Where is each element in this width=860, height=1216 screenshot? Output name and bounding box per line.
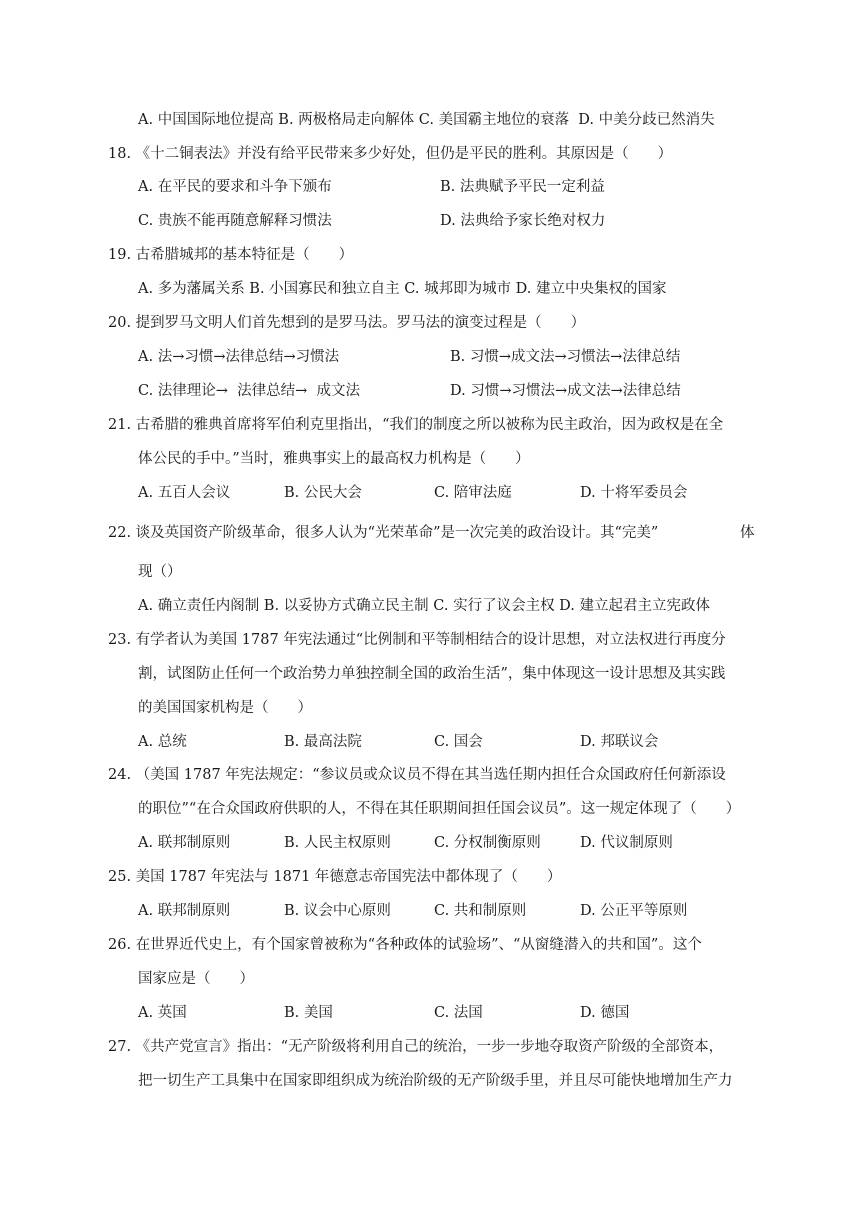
- q24-option-a: A. 联邦制原则: [138, 835, 231, 851]
- q19-options: A. 多为藩属关系 B. 小国寡民和独立自主 C. 城邦即为城市 D. 建立中央集权的国家: [138, 281, 667, 297]
- q27-stem-line1: 27. 《共产党宣言》指出：“无产阶级将利用自己的统治，一步一步地夺取资产阶级的全部资本，: [108, 1039, 724, 1055]
- q24-stem-line2: 的职位”“在合众国政府供职的人，不得在其任职期间担任国会议员”。这一规定体现了（ ）: [138, 801, 741, 817]
- q24-stem-line1: 24. （美国 1787 年宪法规定：“参议员或众议员不得在其当选任期内担任合众国政府任何新添设: [108, 767, 726, 783]
- q23-option-a: A. 总统: [138, 734, 187, 750]
- q21-stem-line1: 21. 古希腊的雅典首席将军伯利克里指出，“我们的制度之所以被称为民主政治，因为政权是在全: [108, 417, 724, 433]
- q23-option-b: B. 最高法院: [284, 734, 362, 750]
- q18-option-a: A. 在平民的要求和斗争下颁布: [138, 179, 332, 195]
- q20-option-a: A. 法→习惯→法律总结→习惯法: [138, 349, 340, 365]
- q22-options: A. 确立责任内阁制 B. 以妥协方式确立民主制 C. 实行了议会主权 D. 建立起君主立宪政体: [138, 598, 711, 614]
- q17-options: A. 中国国际地位提高 B. 两极格局走向解体 C. 美国霸主地位的衰落 D. 中美分歧已然消失: [138, 112, 715, 128]
- q26-option-b: B. 美国: [284, 1005, 333, 1021]
- q21-stem-line2: 体公民的手中。”当时，雅典事实上的最高权力机构是（ ）: [138, 451, 530, 467]
- q20-option-b: B. 习惯→成文法→习惯法→法律总结: [450, 349, 681, 365]
- q20-option-c: C. 法律理论→ 法律总结→ 成文法: [138, 383, 361, 399]
- q26-stem-line1: 26. 在世界近代史上，有个国家曾被称为“各种政体的试验场”、“从窗缝潜入的共和国”。这个: [108, 937, 702, 953]
- q22-stem-line1: 22. 谈及英国资产阶级革命，很多人认为“光荣革命”是一次完美的政治设计。其“完美”: [108, 525, 659, 541]
- q25-option-d: D. 公正平等原则: [580, 903, 688, 919]
- q18-option-c: C. 贵族不能再随意解释习惯法: [138, 213, 332, 229]
- q24-option-c: C. 分权制衡原则: [434, 835, 541, 851]
- q25-option-b: B. 议会中心原则: [284, 903, 391, 919]
- q27-stem-line2: 把一切生产工具集中在国家即组织成为统治阶级的无产阶级手里，并且尽可能快地增加生产力: [138, 1073, 733, 1089]
- q26-option-a: A. 英国: [138, 1005, 187, 1021]
- q23-stem-line1: 23. 有学者认为美国 1787 年宪法通过“比例制和平等制相结合的设计思想，对立法权进行再度分: [108, 632, 726, 648]
- q21-option-a: A. 五百人会议: [138, 485, 231, 501]
- q20-option-d: D. 习惯→习惯法→成文法→法律总结: [450, 383, 681, 399]
- q23-option-c: C. 国会: [434, 734, 483, 750]
- q26-option-d: D. 德国: [580, 1005, 630, 1021]
- q25-stem: 25. 美国 1787 年宪法与 1871 年德意志帝国宪法中都体现了（ ）: [108, 869, 562, 885]
- q23-stem-line2: 割，试图防止任何一个政治势力单独控制全国的政治生活”，集中体现这一设计思想及其实践: [138, 666, 726, 682]
- q21-option-b: B. 公民大会: [284, 485, 362, 501]
- q19-stem: 19. 古希腊城邦的基本特征是（ ）: [108, 247, 354, 263]
- q21-option-d: D. 十将军委员会: [580, 485, 688, 501]
- q26-option-c: C. 法国: [434, 1005, 483, 1021]
- q20-stem: 20. 提到罗马文明人们首先想到的是罗马法。罗马法的演变过程是（ ）: [108, 315, 586, 331]
- q22-stem-tail: 体: [740, 525, 755, 541]
- q25-option-a: A. 联邦制原则: [138, 903, 231, 919]
- q22-stem-line2: 现（）: [138, 564, 182, 580]
- q18-stem: 18. 《十二铜表法》并没有给平民带来多少好处，但仍是平民的胜利。其原因是（ ）: [108, 146, 673, 162]
- q24-option-d: D. 代议制原则: [580, 835, 673, 851]
- q18-option-b: B. 法典赋予平民一定利益: [440, 179, 605, 195]
- q18-option-d: D. 法典给予家长绝对权力: [440, 213, 606, 229]
- q24-option-b: B. 人民主权原则: [284, 835, 391, 851]
- q23-option-d: D. 邦联议会: [580, 734, 659, 750]
- q25-option-c: C. 共和制原则: [434, 903, 527, 919]
- q23-stem-line3: 的美国国家机构是（ ）: [138, 700, 312, 716]
- q21-option-c: C. 陪审法庭: [434, 485, 512, 501]
- q26-stem-line2: 国家应是（ ）: [138, 971, 254, 987]
